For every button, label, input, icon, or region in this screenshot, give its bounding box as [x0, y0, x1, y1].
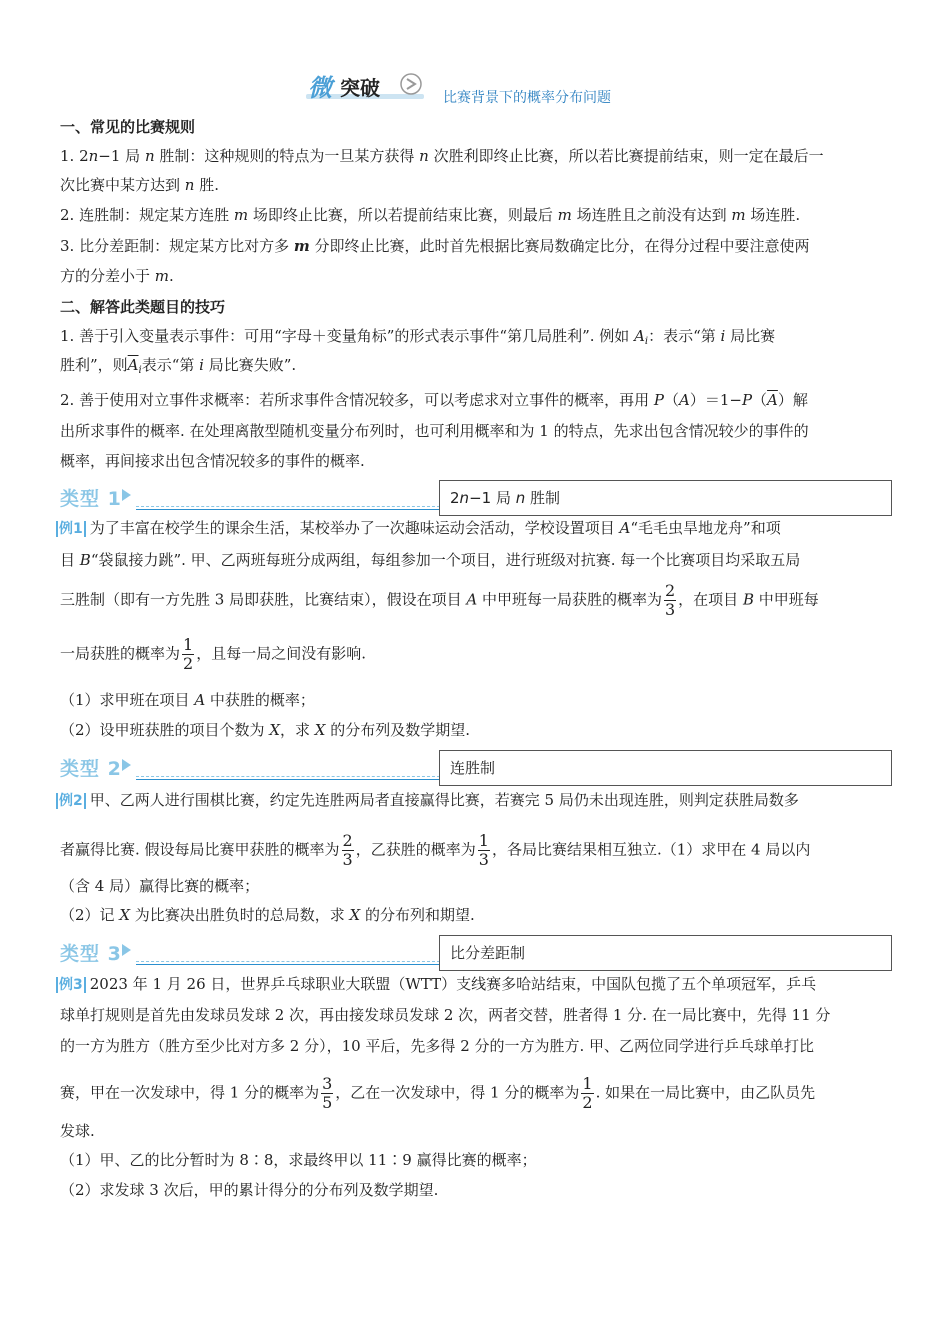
example3-line1: 例3 2023 年 1 月 26 日，世界乒乓球职业大联盟（WTT）支线赛多哈站结束，中国队包揽了五个单项冠军，乒乓: [56, 974, 816, 994]
example2-tag: 例2: [56, 793, 86, 809]
example3-question1: （1）甲、乙的比分暂时为 8∶8，求最终甲以 11∶9 赢得比赛的概率；: [60, 1151, 537, 1169]
fraction-2-3: $\frac{2}{3}$: [664, 581, 676, 619]
example3-question2: （2）求发球 3 次后，甲的累计得分的分布列及数学期望.: [60, 1181, 439, 1199]
type3-label: 类型 3: [60, 943, 122, 965]
tip2-line2: 出所求事件的概率. 在处理离散型随机变量分布列时，也可利用概率和为 1 的特点，先求出包含情况较少的事件的: [60, 422, 809, 440]
type1-header: [60, 480, 892, 516]
fraction-1-2: $\frac{1}{2}$: [582, 1074, 593, 1112]
type3-header: [60, 935, 892, 971]
example3-line2: 球单打规则是首先由发球员发球 2 次，再由接发球员发球 2 次，两者交替，胜者得 1 分. 在一局比赛中，先得 11 分: [60, 1006, 831, 1024]
rule1-line1: 1. 2n−1 局 n 胜制：这种规则的特点为一旦某方获得 n 次胜利即终止比赛，所以若比赛提前结束，则一定在最后一: [60, 147, 824, 165]
type2-header: [60, 750, 892, 786]
example1-question1: （1）求甲班在项目 A 中获胜的概率；: [60, 691, 315, 709]
header-logo: [306, 68, 426, 108]
tip1-line1: 1. 善于引入变量表示事件：可用“字母＋变量角标”的形式表示事件“第几局胜利”. 例如 $A_i$：表示“第 i 局比赛: [60, 327, 776, 347]
rule3-line1: 3. 比分差距制：规定某方比对方多 m 分即终止比赛，此时首先根据比赛局数确定比分，在得分过程中要注意使两: [60, 237, 810, 255]
section1-heading: 一、常见的比赛规则: [60, 118, 196, 136]
example1-tag: 例1: [56, 521, 86, 537]
page-subtitle: 比赛背景下的概率分布问题: [443, 90, 611, 106]
fraction-1-3: $\frac{1}{3}$: [478, 831, 489, 869]
section2-heading: 二、解答此类题目的技巧: [60, 298, 226, 316]
example1-question2: （2）设甲班获胜的项目个数为 X，求 X 的分布列及数学期望.: [60, 721, 471, 739]
rule1-line2: 次比赛中某方达到 n 胜.: [60, 176, 219, 194]
tip1-line2: 胜利”，则$\overline{A}_i$表示“第 i 局比赛失败”.: [60, 356, 297, 376]
tip2-line1: 2. 善于使用对立事件求概率：若所求事件含情况较多，可以考虑求对立事件的概率，再用 $P(A)=1-P(\overline{A})$解: [60, 391, 808, 409]
example3-line3: 的一方为胜方（胜方至少比对方多 2 分），10 平后，先多得 2 分的一方为胜方. 甲、乙两位同学进行乒乓球单打比: [60, 1037, 815, 1055]
example3-tag: 例3: [56, 977, 86, 993]
example2-line2: 者赢得比赛. 假设每局比赛甲获胜的概率为 $\frac{2}{3}$ ，乙获胜的概率为 $\frac{1}{3}$ ，各局比赛结果相互独立.（1）求甲在 4 局以内: [60, 831, 811, 869]
fraction-1-2: $\frac{1}{2}$: [183, 635, 194, 673]
type2-label: 类型 2: [60, 758, 122, 780]
type3-title-box: 比分差距制: [439, 935, 892, 971]
logo-tupo: 突破: [340, 76, 380, 100]
example2-line1: 例2 甲、乙两人进行围棋比赛，约定先连胜两局者直接赢得比赛，若赛完 5 局仍未出现连胜，则判定获胜局数多: [56, 790, 799, 810]
fraction-3-5: $\frac{3}{5}$: [322, 1074, 333, 1112]
rule2: 2. 连胜制：规定某方连胜 m 场即终止比赛，所以若提前结束比赛，则最后 m 场连胜且之前没有达到 m 场连胜.: [60, 206, 801, 224]
example1-line3: 三胜制（即有一方先胜 3 局即获胜，比赛结束），假设在项目 A 中甲班每一局获胜的概率为 $\frac{2}{3}$ ，在项目 B 中甲班每: [60, 581, 819, 619]
type1-title-box: 2n−1 局 n 胜制: [439, 480, 892, 516]
example1-line4: 一局获胜的概率为 $\frac{1}{2}$ ，且每一局之间没有影响.: [60, 635, 366, 673]
example3-line4: 赛，甲在一次发球中，得 1 分的概率为 $\frac{3}{5}$ ，乙在一次发球中，得 1 分的概率为 $\frac{1}{2}$ . 如果在一局比赛中，由乙队员先: [60, 1074, 816, 1112]
example1-line1: 例1 为了丰富在校学生的课余生活，某校举办了一次趣味运动会活动，学校设置项目 A“毛毛虫旱地龙舟”和项: [56, 518, 781, 538]
rule3-line2: 方的分差小于 m.: [60, 267, 174, 285]
type1-label: 类型 1: [60, 488, 122, 510]
play-arrow-icon: [122, 489, 131, 501]
tip2-line3: 概率，再间接求出包含情况较多的事件的概率.: [60, 452, 365, 470]
play-arrow-icon: [122, 944, 131, 956]
example3-line5: 发球.: [60, 1122, 95, 1140]
example2-question2: （2）记 X 为比赛决出胜负时的总局数，求 X 的分布列和期望.: [60, 906, 475, 924]
fraction-2-3: $\frac{2}{3}$: [342, 831, 353, 869]
logo-wei: 微: [308, 74, 332, 102]
example2-line3: （含 4 局）赢得比赛的概率；: [60, 877, 260, 895]
example1-line2: 目 B“袋鼠接力跳”. 甲、乙两班每班分成两组，每组参加一个项目，进行班级对抗赛. 每一个比赛项目均采取五局: [60, 551, 801, 569]
play-arrow-icon: [122, 759, 131, 771]
type2-title-box: 连胜制: [439, 750, 892, 786]
